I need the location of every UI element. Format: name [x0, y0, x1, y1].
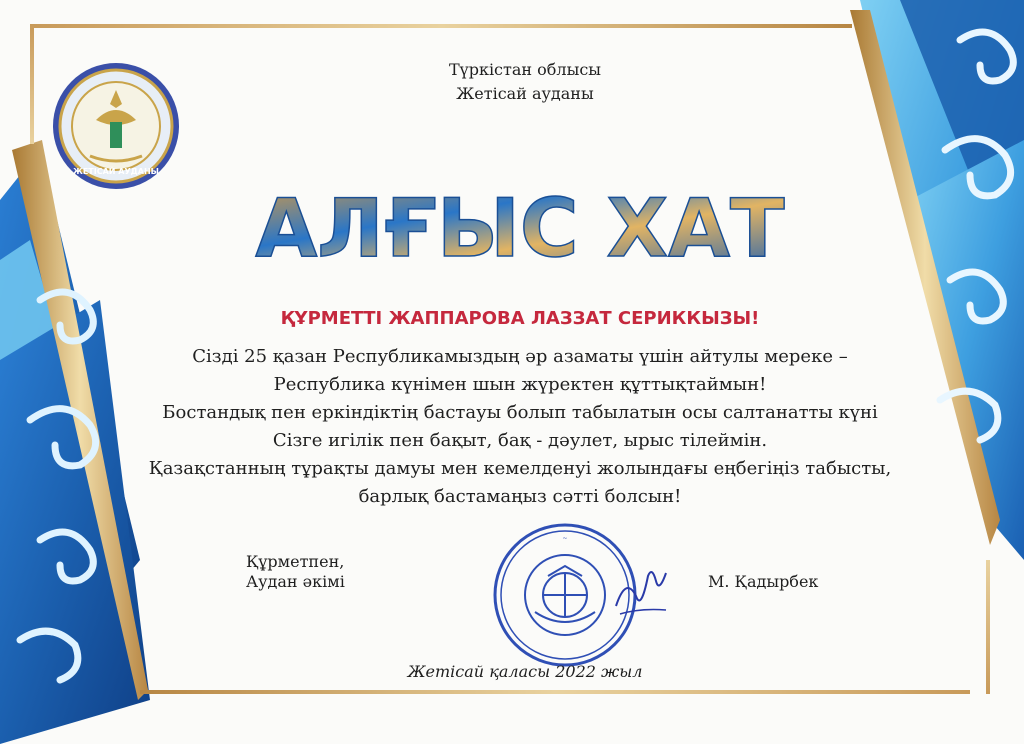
body-line: Сізді 25 қазан Республикамыздың әр азаматы үшін айтулы мереке –	[192, 346, 848, 367]
svg-text:ЖЕТІСАЙ АУДАНЫ: ЖЕТІСАЙ АУДАНЫ	[73, 167, 159, 176]
body-line: Сізге игілік пен бақыт, бақ - дәулет, ырыс тілеймін.	[272, 430, 768, 451]
body-line: Бостандық пен еркіндіктің бастауы болып табылатын осы салтанатты күні	[162, 402, 878, 423]
gold-frame-left	[30, 24, 34, 144]
gold-frame-top	[32, 24, 852, 28]
gold-frame-right	[986, 560, 990, 694]
svg-text:~: ~	[562, 535, 568, 542]
left-ornament-panel	[0, 140, 150, 744]
region-label: Түркістан облысы	[448, 60, 602, 79]
place-and-year: Жетісай қаласы 2022 жыл	[407, 662, 643, 681]
signatory-name: М. Қадырбек	[708, 572, 819, 591]
addressee: ҚҰРМЕТТІ ЖАППАРОВА ЛАЗЗАТ СЕРИККЫЗЫ!	[280, 308, 760, 329]
signatory-position: Аудан әкімі	[246, 572, 345, 591]
respect-phrase: Құрметпен,	[246, 552, 345, 571]
certificate-title	[250, 178, 790, 274]
body-line: барлық бастамаңыз сәтті болсын!	[358, 486, 682, 507]
district-emblem	[50, 60, 182, 192]
signatory-block	[246, 552, 386, 592]
title-text: АЛҒЫС ХАТ	[255, 182, 785, 274]
body-line: Республика күнімен шын жүректен құттықтаймын!	[273, 374, 767, 395]
body-line: Қазақстанның тұрақты дамуы мен кемелденуі жолындағы еңбегіңіз табысты,	[148, 458, 892, 479]
gold-frame-bottom	[140, 690, 970, 694]
district-label: Жетісай ауданы	[456, 84, 594, 103]
handwritten-signature	[606, 556, 676, 626]
